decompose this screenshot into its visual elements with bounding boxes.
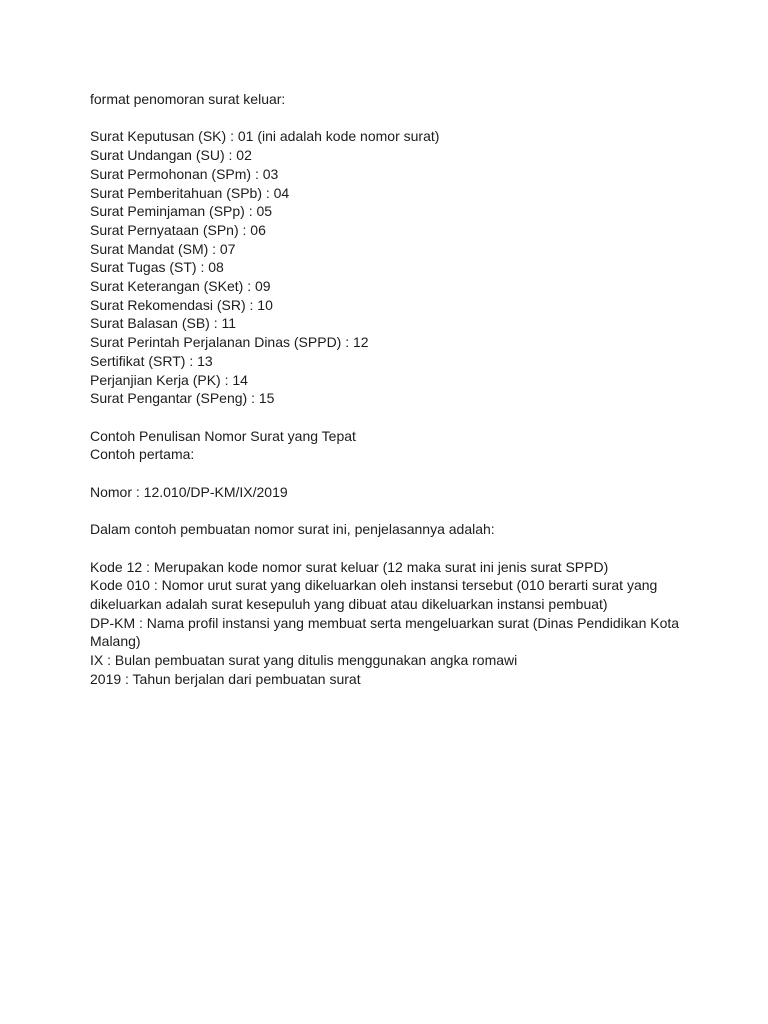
explanation-item: 2019 : Tahun berjalan dari pembuatan surat (90, 670, 361, 687)
code-list-item: Surat Pengantar (SPeng) : 15 (90, 390, 275, 407)
explanation-item: Kode 12 : Merupakan kode nomor surat keluar (12 maka surat ini jenis surat SPPD) (90, 558, 609, 575)
code-list (90, 127, 690, 408)
code-list-item: Surat Keterangan (SKet) : 09 (90, 278, 271, 295)
code-list-item: Surat Perintah Perjalanan Dinas (SPPD) : 12 (90, 334, 369, 351)
code-list-item: Perjanjian Kerja (PK) : 14 (90, 371, 248, 388)
code-list-item: Surat Balasan (SB) : 11 (90, 315, 237, 332)
code-list-item: Surat Pemberitahuan (SPb) : 04 (90, 184, 290, 201)
code-list-item: Surat Pernyataan (SPn) : 06 (90, 221, 266, 238)
explanation-item: DP-KM : Nama profil instansi yang membuat serta mengeluarkan surat (Dinas Pendidikan Kota Malang) (90, 614, 680, 650)
blank-line (90, 408, 690, 427)
blank-line (90, 109, 690, 128)
code-list-item: Surat Permohonan (SPm) : 03 (90, 165, 279, 182)
example-number: Nomor : 12.010/DP-KM/IX/2019 (90, 483, 288, 500)
example-heading: Contoh Penulisan Nomor Surat yang Tepat (90, 427, 356, 444)
code-list-item: Surat Tugas (ST) : 08 (90, 259, 224, 276)
blank-line (90, 539, 690, 558)
code-list-item: Sertifikat (SRT) : 13 (90, 352, 213, 369)
explanation-list (90, 558, 690, 689)
explanation-intro: Dalam contoh pembuatan nomor surat ini, penjelasannya adalah: (90, 521, 495, 538)
document-page (90, 90, 690, 688)
explanation-item: IX : Bulan pembuatan surat yang ditulis menggunakan angka romawi (90, 652, 518, 669)
example-subheading: Contoh pertama: (90, 446, 195, 463)
code-list-item: Surat Keputusan (SK) : 01 (ini adalah kode nomor surat) (90, 128, 440, 145)
intro-text: format penomoran surat keluar: (90, 91, 286, 107)
code-list-item: Surat Peminjaman (SPp) : 05 (90, 203, 273, 220)
code-list-item: Surat Mandat (SM) : 07 (90, 240, 236, 257)
code-list-item: Surat Undangan (SU) : 02 (90, 147, 252, 164)
blank-line (90, 501, 690, 520)
code-list-item: Surat Rekomendasi (SR) : 10 (90, 296, 273, 313)
blank-line (90, 464, 690, 483)
explanation-item: Kode 010 : Nomor urut surat yang dikeluarkan oleh instansi tersebut (010 berarti surat yang dikeluarkan adalah surat kesepuluh yang dibuat atau dikeluarkan instansi pembuat) (90, 577, 658, 612)
